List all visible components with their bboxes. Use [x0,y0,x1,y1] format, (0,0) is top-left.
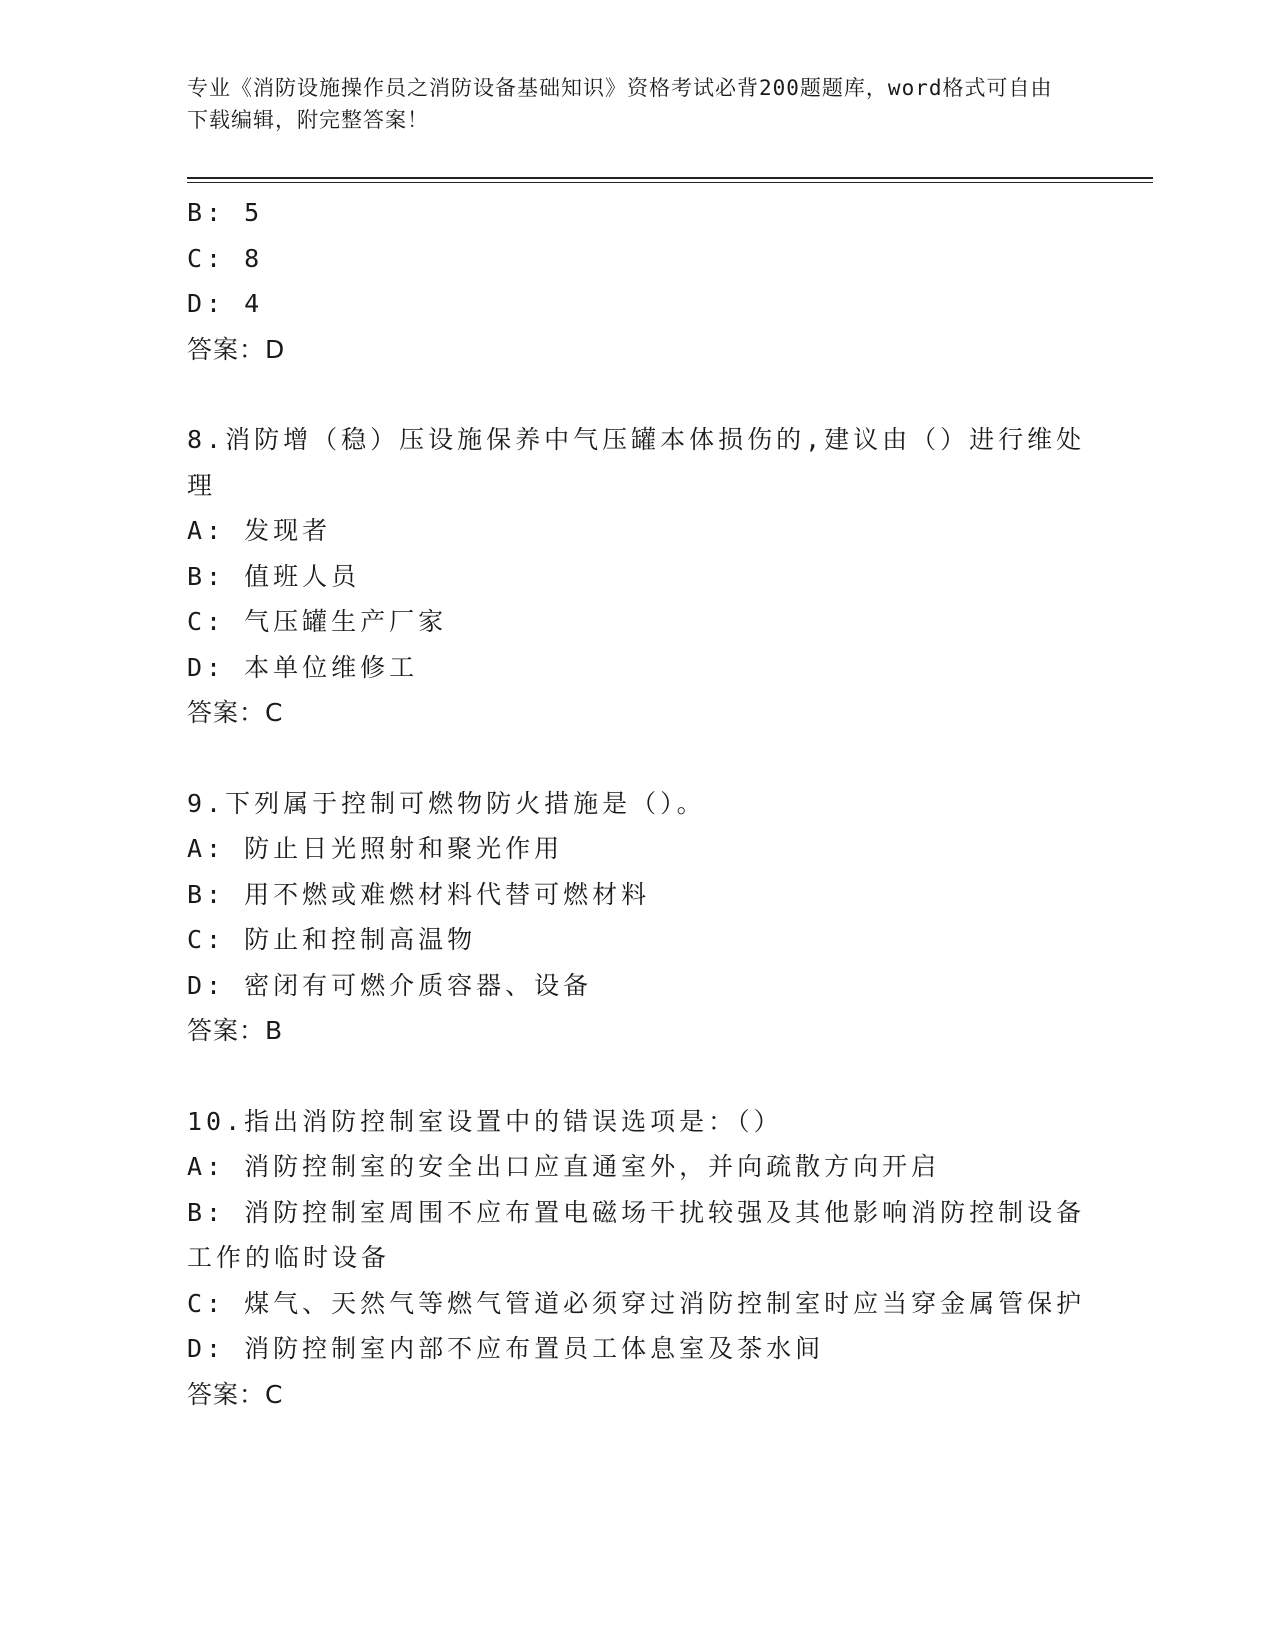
option-d: D: 本单位维修工 [187,652,419,682]
option-c: C: 气压罐生产厂家 [187,607,448,636]
option-d: D: 密闭有可燃介质容器、设备 [187,970,593,1000]
question-8 [187,417,1087,736]
question-9 [187,781,1087,1054]
question-stem: 9.下列属于控制可燃物防火措施是（）。 [187,788,706,818]
answer: 答案：C [187,698,284,727]
option-d: D: 4 [187,289,264,318]
option-c: C: 煤气、天然气等燃气管道必须穿过消防控制室时应当穿金属管保护 [187,1288,1086,1318]
previous-question-tail [187,190,1087,372]
question-list [187,190,1087,1417]
option-a: A: 发现者 [187,516,332,545]
question-stem: 10.指出消防控制室设置中的错误选项是：（） [187,1106,783,1136]
header-rule-thick [187,177,1153,179]
option-d: D: 消防控制室内部不应布置员工体息室及茶水间 [187,1334,825,1363]
option-a: A: 消防控制室的安全出口应直通室外，并向疏散方向开启 [187,1152,941,1181]
question-stem: 8.消防增（稳）压设施保养中气压罐本体损伤的,建议由（）进行维处理 [187,425,1086,500]
option-c: C: 8 [187,243,264,273]
question-10 [187,1099,1087,1418]
answer: 答案：D [187,334,286,364]
option-b: B: 值班人员 [187,561,361,591]
option-b: B: 5 [187,198,264,227]
answer: 答案：B [187,1016,284,1045]
option-a: A: 防止日光照射和聚光作用 [187,834,564,863]
option-b: B: 用不燃或难燃材料代替可燃材料 [187,879,651,909]
option-c: C: 防止和控制高温物 [187,925,477,954]
option-b: B: 消防控制室周围不应布置电磁场干扰较强及其他影响消防控制设备工作的临时设备 [187,1197,1086,1272]
header-rule-thin [187,182,1153,183]
document-header: 专业《消防设施操作员之消防设备基础知识》资格考试必背200题题库，word格式可自由下载编辑，附完整答案！ [187,76,1053,132]
answer: 答案：C [187,1379,284,1409]
